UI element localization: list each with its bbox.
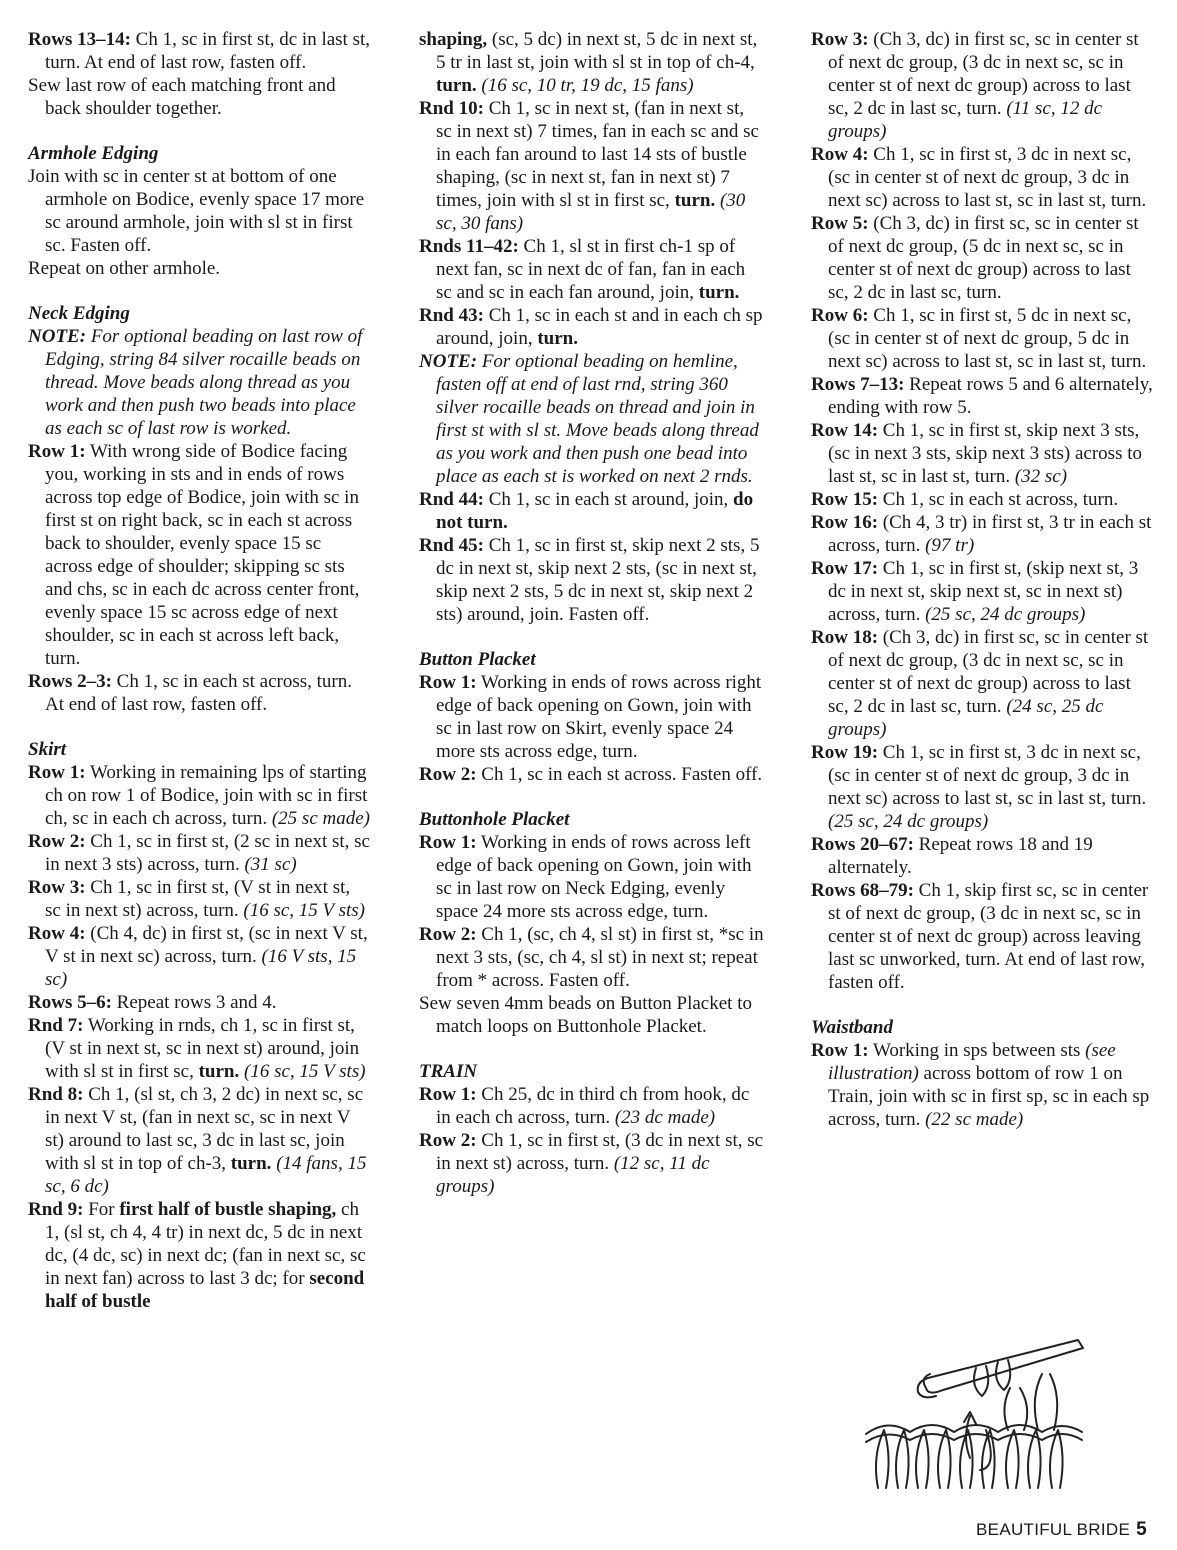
instruction-paragraph — [811, 879, 1153, 994]
stitch-count: (16 sc, 15 V sts) — [244, 1061, 366, 1082]
instruction-paragraph — [419, 97, 764, 235]
step-text: Working in remaining lps of starting ch on row 1 of Bodice, join with sc in first ch, sc in each ch across, turn. — [45, 762, 368, 829]
step-label: Row 4: — [28, 923, 86, 944]
stitch-count: (14 fans, 15 sc, 6 dc) — [45, 1153, 367, 1197]
step-text: (Ch 4, dc) in first st, (sc in next V st, V st in next sc) across, turn. — [45, 923, 368, 967]
instruction-paragraph — [811, 373, 1153, 419]
step-label: Rows 68–79: — [811, 880, 914, 901]
stitch-count: (25 sc made) — [271, 808, 370, 829]
step-text: (Ch 3, dc) in first sc, sc in center st of next dc group, (5 dc in next sc, sc in center st of next dc group) across to last sc, 2 dc in last sc, turn. — [828, 213, 1139, 303]
step-label: Row 1: — [419, 832, 477, 853]
instruction-paragraph — [811, 741, 1153, 833]
step-text: Ch 1, sc in first st, 3 dc in next sc, (sc in center st of next dc group, 3 dc in next sc) across to last st, sc in last st, turn. — [828, 144, 1147, 211]
step-text: Ch 1, sc in first st, skip next 3 sts, (sc in next 3 sts, skip next 3 sts) across to last st, sc in last st, turn. — [828, 420, 1143, 487]
stitch-count: (16 V sts, 15 sc) — [45, 946, 357, 990]
instruction-paragraph — [419, 671, 764, 763]
step-text: Sew last row of each matching front and back shoulder together. — [28, 75, 336, 119]
step-text: across bottom of row 1 on Train, join with sc in first sp, sc in each sp across, turn. — [828, 1063, 1150, 1130]
step-bold: turn. — [537, 328, 578, 349]
step-label: Row 5: — [811, 213, 869, 234]
step-label: Rnd 10: — [419, 98, 484, 119]
step-text: Repeat on other armhole. — [28, 258, 221, 279]
section-heading: Waistband — [811, 1017, 894, 1038]
step-label: Rows 13–14: — [28, 29, 131, 50]
step-bold: turn. — [674, 190, 716, 211]
step-label: Row 19: — [811, 742, 879, 763]
step-text: Ch 1, sc in first st, (V st in next st, sc in next st) across, turn. — [45, 877, 351, 921]
step-text: Ch 1, sc in next st, (fan in next st, sc in next st) 7 times, fan in each sc and sc in each fan around to last 14 sts of bustle shaping, (sc in next st, fan in next st) 7 times, join with sl st in first sc, — [436, 98, 759, 211]
step-text: Ch 1, sc in each st across, turn. At end of last row, fasten off. — [45, 671, 353, 715]
stitch-count: (30 sc, 30 fans) — [436, 190, 746, 234]
instruction-paragraph — [28, 28, 370, 74]
step-text: Ch 1, sc in each st across, turn. — [878, 489, 1119, 510]
step-bold: second half of bustle — [45, 1268, 365, 1312]
stitch-count: (11 sc, 12 dc groups) — [828, 98, 1103, 142]
instruction-paragraph — [28, 670, 370, 716]
step-label: Row 15: — [811, 489, 879, 510]
step-label: Row 3: — [811, 29, 869, 50]
step-label: Row 1: — [419, 672, 477, 693]
step-text: Working in ends of rows across right edge of back opening on Gown, join with sc in last row on Skirt, evenly space 24 more sts across edge, turn. — [436, 672, 762, 762]
instruction-paragraph — [811, 143, 1153, 212]
page-number: 5 — [1136, 1519, 1147, 1540]
step-label: Row 1: — [28, 441, 86, 462]
step-label: Row 1: — [419, 1084, 477, 1105]
step-label: Rnd 43: — [419, 305, 484, 326]
step-text: (Ch 3, dc) in first sc, sc in center st of next dc group, (3 dc in next sc, sc in center st of next dc group) across to last sc, 2 dc in last sc, turn. — [828, 627, 1149, 717]
step-text: ch 1, (sl st, ch 4, 4 tr) in next dc, 5 dc in next dc, (4 dc, sc) in next dc; (fan in next sc, sc in next fan) across to last 3 dc; for — [45, 1199, 366, 1289]
step-text: Ch 1, sc in first st, skip next 2 sts, 5 dc in next st, skip next 2 sts, (sc in next st, skip next 2 sts, 5 dc in next st, skip next 2 sts) around, join. Fasten off. — [436, 535, 760, 625]
step-label: Row 1: — [811, 1040, 869, 1061]
instruction-paragraph — [811, 212, 1153, 304]
instruction-paragraph — [28, 1014, 370, 1083]
section-heading: Buttonhole Placket — [419, 809, 570, 830]
section-heading: Armhole Edging — [28, 143, 159, 164]
instruction-paragraph — [811, 833, 1153, 879]
step-label: Rnds 11–42: — [419, 236, 519, 257]
footer-title: BEAUTIFUL BRIDE — [976, 1520, 1131, 1539]
step-label: Row 6: — [811, 305, 869, 326]
step-bold: turn. — [198, 1061, 240, 1082]
instruction-paragraph — [419, 923, 764, 992]
instruction-paragraph — [419, 763, 764, 786]
instruction-paragraph — [811, 304, 1153, 373]
instruction-paragraph — [419, 28, 764, 97]
instruction-paragraph — [811, 1039, 1153, 1131]
step-label: Row 2: — [419, 924, 477, 945]
step-label: shaping, — [419, 29, 488, 50]
instruction-paragraph — [419, 1083, 764, 1129]
step-label: Row 1: — [28, 762, 86, 783]
step-text: For — [83, 1199, 120, 1220]
stitch-count: (22 sc made) — [925, 1109, 1024, 1130]
stitch-count: (16 sc, 15 V sts) — [243, 900, 365, 921]
instruction-paragraph — [28, 1198, 370, 1313]
step-text: Ch 1, sc in first st, 3 dc in next sc, (sc in center st of next dc group, 3 dc in next sc) across to last st, sc in last st, turn. — [828, 742, 1147, 809]
instruction-paragraph — [28, 991, 370, 1014]
step-text: Repeat rows 18 and 19 alternately. — [828, 834, 1093, 878]
step-label: Rnd 44: — [419, 489, 484, 510]
step-text: Ch 1, sc in first st, 5 dc in next sc, (sc in center st of next dc group, 5 dc in next sc) across to last st, sc in last st, turn. — [828, 305, 1147, 372]
instruction-paragraph — [811, 28, 1153, 143]
stitch-count: (24 sc, 25 dc groups) — [828, 696, 1104, 740]
step-bold: turn. — [230, 1153, 272, 1174]
step-label: Row 17: — [811, 558, 879, 579]
section-heading: Skirt — [28, 739, 67, 760]
step-label: Row 18: — [811, 627, 879, 648]
step-text: (Ch 4, 3 tr) in first st, 3 tr in each st across, turn. — [828, 512, 1152, 556]
step-text: Ch 1, sc in first st, (2 sc in next st, sc in next 3 sts) across, turn. — [45, 831, 370, 875]
column-1 — [28, 28, 370, 1313]
step-label: Rows 7–13: — [811, 374, 905, 395]
stitch-count: (12 sc, 11 dc groups) — [436, 1153, 710, 1197]
step-text: Ch 1, sc in each st around, join, — [483, 489, 729, 510]
step-label: NOTE: — [28, 326, 87, 347]
step-text: Ch 1, sc in each st and in each ch sp around, join, — [436, 305, 763, 349]
step-label: NOTE: — [419, 351, 478, 372]
stitch-count: (97 tr) — [925, 535, 975, 556]
step-label: Row 2: — [419, 764, 477, 785]
step-text: Ch 1, sc in first st, dc in last st, turn. At end of last row, fasten off. — [45, 29, 370, 73]
step-text: Ch 1, sc in first st, (3 dc in next st, sc in next st) across, turn. — [436, 1130, 764, 1174]
instruction-paragraph — [419, 992, 764, 1038]
instruction-paragraph — [811, 557, 1153, 626]
instruction-paragraph — [419, 235, 764, 304]
step-label: Row 2: — [28, 831, 86, 852]
step-text: Ch 25, dc in third ch from hook, dc in each ch across, turn. — [436, 1084, 750, 1128]
note-paragraph — [419, 350, 764, 488]
page-footer — [976, 1518, 1147, 1541]
step-text: Working in ends of rows across left edge of back opening on Gown, join with sc in last row on Neck Edging, evenly space 24 more sts across edge, turn. — [436, 832, 752, 922]
step-bold: turn. — [698, 282, 740, 303]
step-text: (sc, 5 dc) in next st, 5 dc in next st, 5 tr in last st, join with sl st in top of ch-4, — [436, 29, 758, 73]
step-label: Row 3: — [28, 877, 86, 898]
section-heading: Neck Edging — [28, 303, 130, 324]
instruction-paragraph — [28, 876, 370, 922]
step-italic: (see illustration) — [828, 1040, 1116, 1084]
stitch-count: (32 sc) — [1014, 466, 1068, 487]
step-text: For optional beading on hemline, fasten off at end of last rnd, string 360 silver rocaille beads on thread and join in first st with sl st. Move beads along thread as you work and then push one bead into place as each st is worked on next 2 rnds. — [436, 351, 759, 487]
step-label: Rnd 7: — [28, 1015, 84, 1036]
stitch-count: (25 sc, 24 dc groups) — [925, 604, 1086, 625]
step-bold: first half of bustle shaping, — [119, 1199, 337, 1220]
column-3 — [811, 28, 1153, 1131]
instruction-paragraph — [811, 511, 1153, 557]
instruction-paragraph — [28, 440, 370, 670]
step-label: Row 4: — [811, 144, 869, 165]
step-text: With wrong side of Bodice facing you, working in sts and in ends of rows across top edge of Bodice, join with sc in first st on right back, sc in each st across back to shoulder, evenly space 15 sc across edge of shoulder; skipping sc sts and chs, sc in each dc across center front, evenly space 15 sc across edge of next shoulder, sc in each st across left back, turn. — [45, 441, 360, 669]
step-label: Row 16: — [811, 512, 879, 533]
step-label: Row 14: — [811, 420, 879, 441]
instruction-paragraph — [28, 257, 370, 280]
step-text: Working in sps between sts — [868, 1040, 1086, 1061]
step-label: Rows 2–3: — [28, 671, 112, 692]
step-text: Ch 1, sl st in first ch-1 sp of next fan, sc in next dc of fan, fan in each sc and sc in each fan around, join, — [436, 236, 746, 303]
step-text: Repeat rows 5 and 6 alternately, ending with row 5. — [828, 374, 1153, 418]
step-text: Join with sc in center st at bottom of one armhole on Bodice, evenly space 17 more sc around armhole, join with sl st in first sc. Fasten off. — [28, 166, 365, 256]
step-label: Rows 5–6: — [28, 992, 112, 1013]
waistband-stitch-illustration — [858, 1338, 1088, 1498]
instruction-paragraph — [811, 488, 1153, 511]
step-text: Ch 1, (sc, ch 4, sl st) in first st, *sc in next 3 sts, (sc, ch 4, sl st) in next st; repeat from * across. Fasten off. — [436, 924, 764, 991]
step-label: Rnd 45: — [419, 535, 484, 556]
instruction-paragraph — [28, 74, 370, 120]
instruction-paragraph — [419, 488, 764, 534]
instruction-paragraph — [419, 304, 764, 350]
section-heading: TRAIN — [419, 1061, 478, 1082]
stitch-count: (25 sc, 24 dc groups) — [828, 811, 989, 832]
instruction-paragraph — [28, 1083, 370, 1198]
step-label: Rnd 8: — [28, 1084, 84, 1105]
step-text: Working in rnds, ch 1, sc in first st, (V st in next st, sc in next st) around, join with sl st in first sc, — [45, 1015, 360, 1082]
instruction-paragraph — [419, 534, 764, 626]
instruction-paragraph — [419, 1129, 764, 1198]
step-label: Rnd 9: — [28, 1199, 84, 1220]
column-2 — [419, 28, 764, 1198]
step-bold: turn. — [436, 75, 477, 96]
step-text: For optional beading on last row of Edging, string 84 silver rocaille beads on thread. Move beads along thread as you work and then push two beads into place as each sc of last row is worked. — [45, 326, 363, 439]
step-text: Repeat rows 3 and 4. — [111, 992, 277, 1013]
instruction-paragraph — [28, 761, 370, 830]
stitch-count: (31 sc) — [244, 854, 297, 875]
stitch-count: (16 sc, 10 tr, 19 dc, 15 fans) — [481, 75, 694, 96]
instruction-paragraph — [28, 922, 370, 991]
step-text: Ch 1, sc in each st across. Fasten off. — [476, 764, 763, 785]
instruction-paragraph — [28, 165, 370, 257]
step-bold: do not turn. — [436, 489, 754, 533]
step-text: (Ch 3, dc) in first sc, sc in center st of next dc group, (3 dc in next sc, sc in center st of next dc group) across to last sc, 2 dc in last sc, turn. — [828, 29, 1139, 119]
stitch-count: (23 dc made) — [614, 1107, 716, 1128]
instruction-paragraph — [419, 831, 764, 923]
step-text: Sew seven 4mm beads on Button Placket to match loops on Buttonhole Placket. — [419, 993, 752, 1037]
step-text: Ch 1, (sl st, ch 3, 2 dc) in next sc, sc in next V st, (fan in next sc, sc in next V st) around to last sc, 3 dc in last sc, join with sl st in top of ch-3, — [45, 1084, 364, 1174]
instruction-paragraph — [811, 626, 1153, 741]
section-heading: Button Placket — [419, 649, 536, 670]
instruction-paragraph — [811, 419, 1153, 488]
note-paragraph — [28, 325, 370, 440]
instruction-paragraph — [28, 830, 370, 876]
step-text: Ch 1, skip first sc, sc in center st of next dc group, (3 dc in next sc, sc in center st of next dc group) across leaving last sc unworked, turn. At end of last row, fasten off. — [828, 880, 1149, 993]
step-text: Ch 1, sc in first st, (skip next st, 3 dc in next st, skip next st, sc in next st) across, turn. — [828, 558, 1139, 625]
step-label: Row 2: — [419, 1130, 477, 1151]
step-label: Rows 20–67: — [811, 834, 914, 855]
